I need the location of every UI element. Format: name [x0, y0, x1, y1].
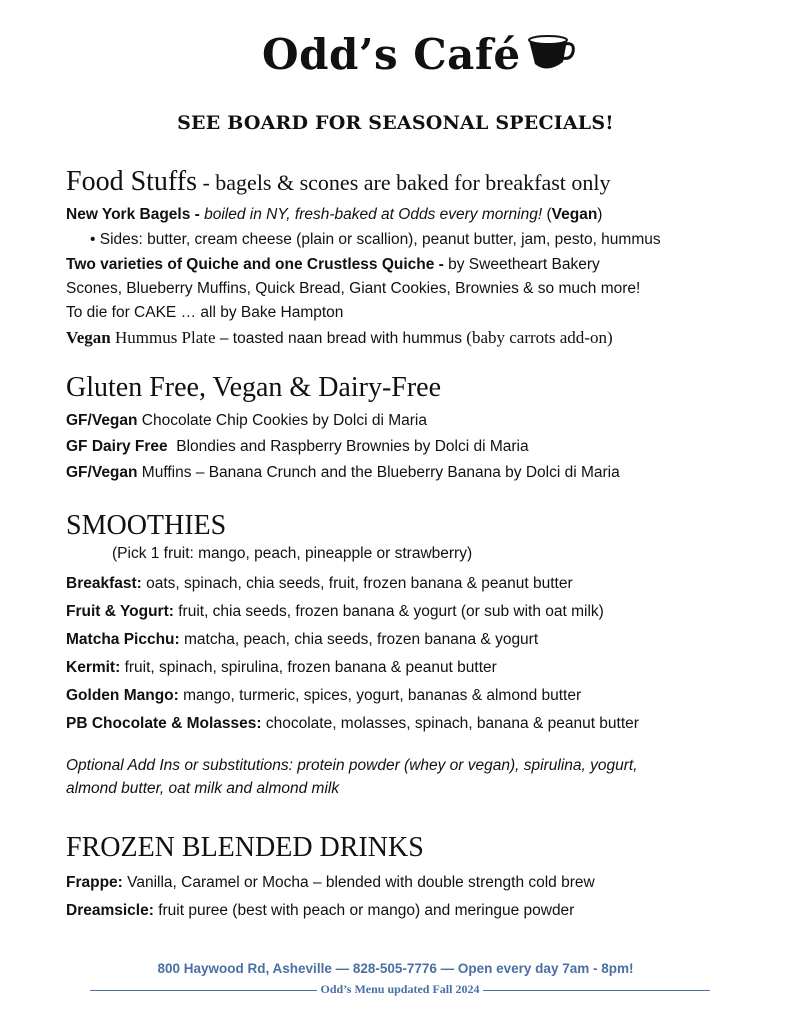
- menu-item-gf-muffins: [66, 464, 620, 482]
- item-addon: (baby carrots add-on): [466, 328, 613, 347]
- menu-item-bagels: [66, 206, 602, 224]
- smoothie-kermit: [66, 659, 497, 677]
- footer-address: 800 Haywood Rd, Asheville — 828-505-7776 — Open every day 7am - 8pm!: [157, 961, 634, 976]
- divider: [483, 990, 710, 991]
- item-name: Golden Mango:: [66, 687, 179, 704]
- item-name: Vegan: [66, 328, 111, 347]
- section-title-smoothies: SMOOTHIES: [66, 510, 227, 541]
- smoothie-pb-chocolate: [66, 715, 639, 733]
- item-name: Breakfast:: [66, 575, 142, 592]
- divider: [90, 990, 317, 991]
- item-desc: chocolate, molasses, spinach, banana & peanut butter: [261, 715, 639, 732]
- item-name: Fruit & Yogurt:: [66, 603, 174, 620]
- smoothie-golden-mango: [66, 687, 581, 705]
- item-desc: matcha, peach, chia seeds, frozen banana & yogurt: [179, 631, 539, 648]
- menu-item-cake: [66, 304, 343, 322]
- item-desc: fruit, chia seeds, frozen banana & yogurt (or sub with oat milk): [173, 603, 604, 620]
- menu-item-hummus-plate: [66, 328, 613, 348]
- food-stuffs-title: Food Stuffs: [66, 166, 197, 197]
- item-name: PB Chocolate & Molasses:: [66, 715, 262, 732]
- item-desc: by Sweetheart Bakery: [443, 256, 600, 273]
- item-desc: Blondies and Raspberry Brownies by Dolci di Maria: [167, 438, 529, 455]
- menu-item-quiche: [66, 256, 600, 274]
- item-desc: Vanilla, Caramel or Mocha – blended with double strength cold brew: [122, 874, 595, 891]
- item-name: Frappe:: [66, 874, 123, 891]
- smoothie-addins-line1: Optional Add Ins or substitutions: protein powder (whey or vegan), spirulina, yogurt,: [66, 757, 638, 774]
- smoothie-breakfast: [66, 575, 573, 593]
- section-title-food-stuffs: [66, 166, 611, 198]
- frozen-dreamsicle: [66, 902, 574, 920]
- bullet-icon: •: [90, 231, 96, 248]
- item-name: Two varieties of Quiche and one Crustless Quiche -: [66, 256, 444, 273]
- smoothie-matcha-picchu: [66, 631, 538, 649]
- item-name-rest: Hummus Plate: [110, 328, 216, 347]
- section-title-gluten-free: Gluten Free, Vegan & Dairy-Free: [66, 372, 442, 403]
- frozen-frappe: [66, 874, 595, 892]
- vegan-tag: Vegan: [551, 206, 598, 223]
- item-desc: oats, spinach, chia seeds, fruit, frozen banana & peanut butter: [141, 575, 573, 592]
- item-desc: Muffins – Banana Crunch and the Blueberry Banana by Dolci di Maria: [137, 464, 620, 481]
- updated-text: Odd’s Menu updated Fall 2024: [320, 982, 480, 996]
- item-desc: mango, turmeric, spices, yogurt, bananas & almond butter: [178, 687, 582, 704]
- specials-banner: SEE BOARD FOR SEASONAL SPECIALS!: [177, 112, 614, 134]
- footer-updated: [90, 982, 710, 997]
- smoothie-addins-line2: almond butter, oat milk and almond milk: [66, 780, 340, 797]
- item-name: Dreamsicle:: [66, 902, 154, 919]
- paren-close: ): [597, 206, 603, 223]
- smoothie-fruit-yogurt: [66, 603, 604, 621]
- item-desc: fruit, spinach, spirulina, frozen banana & peanut butter: [120, 659, 497, 676]
- item-desc: Sides: butter, cream cheese (plain or scallion), peanut butter, jam, pesto, hummus: [99, 231, 661, 248]
- item-desc: boiled in NY, fresh-baked at Odds every morning!: [199, 206, 543, 223]
- item-desc: fruit puree (best with peach or mango) and meringue powder: [153, 902, 575, 919]
- item-desc: – toasted naan bread with hummus: [215, 330, 467, 347]
- menu-item-gf-blondies: [66, 438, 529, 456]
- item-name: GF Dairy Free: [66, 438, 168, 455]
- menu-item-gf-cookies: [66, 412, 427, 430]
- item-name: New York Bagels -: [66, 206, 200, 223]
- cafe-logo: [262, 24, 575, 84]
- item-name: GF/Vegan: [66, 412, 138, 429]
- menu-item-scones: [66, 280, 640, 298]
- food-stuffs-subtitle: - bagels & scones are baked for breakfast only: [196, 170, 611, 195]
- item-desc: To die for CAKE … all by Bake Hampton: [66, 304, 344, 321]
- menu-item-sides: [90, 231, 661, 249]
- item-desc: Chocolate Chip Cookies by Dolci di Maria: [137, 412, 427, 429]
- paren-open: (: [542, 206, 552, 223]
- section-title-frozen: FROZEN BLENDED DRINKS: [66, 832, 424, 863]
- item-desc: Scones, Blueberry Muffins, Quick Bread, Giant Cookies, Brownies & so much more!: [66, 280, 641, 297]
- item-name: Matcha Picchu:: [66, 631, 180, 648]
- smoothie-note: (Pick 1 fruit: mango, peach, pineapple or strawberry): [112, 545, 473, 562]
- logo-text: Odd’s Café: [262, 29, 521, 79]
- item-name: Kermit:: [66, 659, 121, 676]
- coffee-cup-icon: [527, 34, 575, 74]
- item-name: GF/Vegan: [66, 464, 138, 481]
